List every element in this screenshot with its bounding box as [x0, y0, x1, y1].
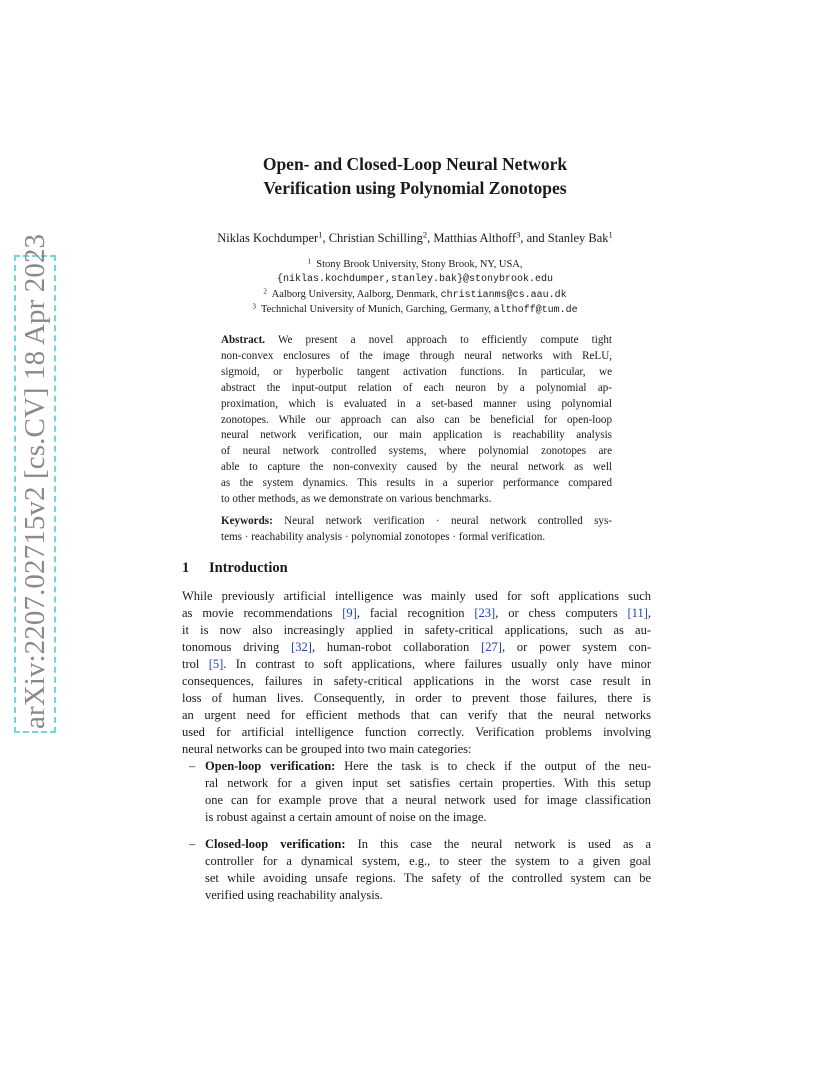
text-run: trol [182, 657, 209, 671]
abstract [221, 333, 612, 508]
abstract-text: We present a novel approach to efficiently compute tight [265, 334, 612, 346]
abstract-line: to other methods, as we demonstrate on various benchmarks. [221, 493, 492, 506]
author-separator: , [427, 231, 434, 245]
abstract-line: sigmoid, or hyperbolic tangent activation functions. In particular, we [221, 365, 612, 378]
text-run: In this case the neural network is used as a [345, 837, 651, 851]
section-heading [182, 560, 288, 577]
paragraph-line [182, 707, 651, 724]
abstract-line: non-convex enclosures of the image through neural networks with ReLU, [221, 349, 612, 362]
list-item-line: set while avoiding unsafe regions. The safety of the controlled system can be [205, 871, 651, 885]
affiliation-text: Stony Brook University, Stony Brook, NY, USA, [316, 259, 523, 270]
author-affiliation-mark: 2 [422, 229, 428, 240]
citation-link[interactable]: [5] [208, 657, 224, 671]
list-item-line: verified using reachability analysis. [205, 888, 383, 902]
paragraph-line [182, 724, 651, 741]
author-affiliation-mark: 1 [608, 229, 613, 240]
affiliation-1 [170, 258, 660, 272]
list-item-label: Open-loop verification: [205, 759, 336, 773]
introduction-paragraph [182, 588, 651, 758]
abstract-line: as the system dynamics. This results in a superior performance compared [221, 477, 612, 490]
affiliation-3 [170, 303, 660, 318]
text-run: While previously artificial intelligence was mainly used for soft applications such [182, 589, 651, 603]
section-title: Introduction [209, 560, 288, 576]
list-item-closed-loop [189, 836, 651, 904]
abstract-line: proximation, which is evaluated in a set-based manner using polynomial [221, 397, 612, 410]
text-run: as movie recommendations [182, 606, 343, 620]
text-run: neural networks can be grouped into two main categories: [182, 742, 472, 756]
text-run: consequences, failures in safety-critical applications in the worst case result in [182, 674, 651, 688]
title-line-2: Verification using Polynomial Zonotopes [263, 178, 567, 198]
keywords-label: Keywords: [221, 515, 273, 527]
keywords-line [221, 513, 612, 529]
affiliation-text: Aalborg University, Aalborg, Denmark, [271, 288, 438, 300]
paragraph-line [182, 741, 651, 758]
text-run: used for artificial intelligence function correctly. Verification problems involving [182, 725, 651, 739]
affiliation-1-email [170, 272, 660, 287]
affiliation-mark: 1 [307, 257, 312, 266]
affiliation-mark: 3 [252, 302, 256, 311]
abstract-line: neural network verification, our main application is reachability analysis [221, 429, 612, 442]
author-list [150, 229, 680, 247]
list-item-line [205, 758, 651, 775]
keywords-line: tems · reachability analysis · polynomial zonotopes · formal verification. [221, 531, 546, 543]
abstract-line: able to capture the non-convexity caused by the neural network as well [221, 461, 612, 474]
keywords [221, 513, 612, 545]
paragraph-line [182, 588, 651, 605]
citation-link[interactable]: [11] [627, 606, 648, 620]
text-run: Here the task is to check if the output of the neu- [335, 759, 651, 773]
text-run: , [647, 606, 651, 620]
section-number: 1 [182, 560, 190, 576]
paragraph-line [182, 690, 651, 707]
list-item-line [205, 836, 651, 853]
author-separator: , and [520, 231, 548, 245]
text-run: , or power system con- [501, 640, 652, 654]
bullet-dash: – [189, 837, 196, 851]
author-separator: , [322, 231, 329, 245]
text-run: loss of human lives. Consequently, in order to prevent those failures, there is [182, 691, 651, 705]
author-name: Matthias Althoff [433, 231, 517, 245]
paragraph-line [182, 673, 651, 690]
paragraph-line [182, 605, 651, 622]
affiliation-2 [170, 288, 660, 303]
keywords-text: Neural network verification · neural network controlled sys- [272, 515, 612, 527]
abstract-line [221, 333, 612, 349]
email-address[interactable]: christianms@cs.aau.dk [440, 289, 567, 301]
text-run: , human-robot collaboration [311, 640, 482, 654]
abstract-label: Abstract. [221, 334, 266, 346]
text-run: , facial recognition [356, 606, 475, 620]
affiliation-mark: 2 [263, 287, 267, 296]
text-run: it is now also increasingly applied in safety-critical applications, such as au- [182, 623, 651, 637]
author-affiliation-mark: 1 [318, 229, 323, 240]
paragraph-line [182, 622, 651, 639]
affiliations [170, 258, 660, 319]
title-line-1: Open- and Closed-Loop Neural Network [262, 154, 568, 174]
list-item-line: ral network for a given input set satisfies certain properties. With this setup [205, 776, 651, 790]
citation-link[interactable]: [9] [342, 606, 357, 620]
list-item-line: is robust against a certain amount of noise on the image. [205, 810, 487, 824]
text-run: , or chess computers [495, 606, 628, 620]
paper-title [160, 152, 670, 200]
list-item-line: one can for example prove that a neural network used for image classification [205, 793, 651, 807]
citation-link[interactable]: [27] [481, 640, 502, 654]
abstract-line: abstract the input-output relation of each neuron by a polynomial ap- [221, 381, 612, 394]
text-run: . In contrast to soft applications, where failures usually only have minor [223, 657, 652, 671]
text-run: tonomous driving [182, 640, 292, 654]
list-item-label: Closed-loop verification: [205, 837, 346, 851]
bullet-dash: – [189, 759, 196, 773]
author-name: Niklas Kochdumper [217, 231, 319, 245]
author-affiliation-mark: 3 [516, 229, 521, 240]
citation-link[interactable]: [23] [474, 606, 496, 620]
abstract-line: zonotopes. While our approach can also can be beneficial for open-loop [221, 413, 612, 426]
abstract-line: of neural network controlled systems, where polynomial zonotopes are [221, 445, 612, 458]
list-item-open-loop [189, 758, 651, 826]
affiliation-text: Technichal University of Munich, Garching, Germany, [260, 304, 492, 316]
author-name: Stanley Bak [547, 231, 609, 245]
paragraph-line [182, 639, 651, 656]
email-address[interactable]: althoff@tum.de [493, 305, 578, 317]
email-address[interactable]: {niklas.kochdumper,stanley.bak}@stonybrook.edu [276, 274, 554, 286]
arxiv-identifier[interactable]: arXiv:2207.02715v2 [cs.CV] 18 Apr 2023 [19, 233, 51, 729]
paragraph-line [182, 656, 651, 673]
citation-link[interactable]: [32] [291, 640, 312, 654]
text-run: an urgent need for efficient methods that can verify that the neural networks [182, 708, 651, 722]
author-name: Christian Schilling [328, 231, 423, 245]
list-item-line: controller for a dynamical system, e.g., to steer the system to a given goal [205, 854, 651, 868]
